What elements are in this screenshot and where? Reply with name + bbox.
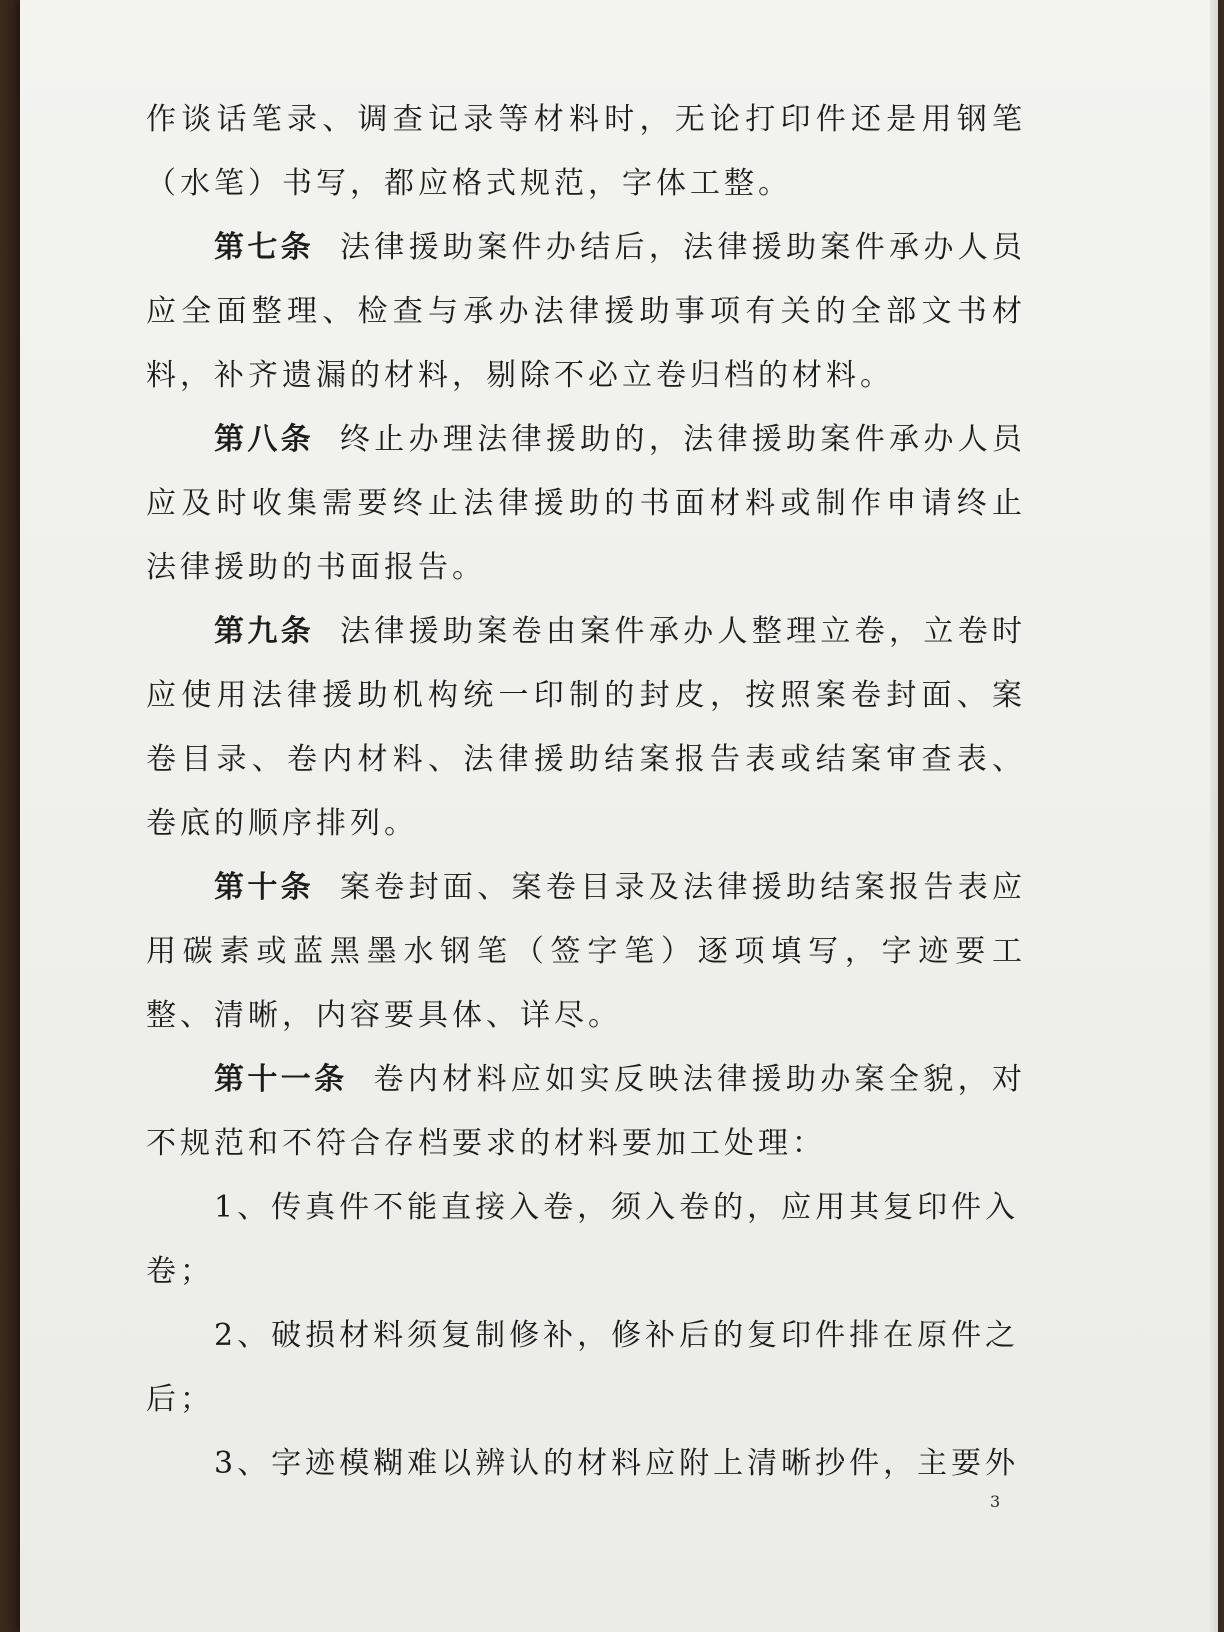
article-8-label: 第八条 bbox=[214, 422, 314, 457]
page-number: 3 bbox=[990, 1492, 1001, 1511]
article-10-label: 第十条 bbox=[214, 870, 314, 905]
document-body bbox=[146, 88, 1026, 1496]
article-7-text: 法律援助案件办结后，法律援助案件承办人员应全面整理、检查与承办法律援助事项有关的全部文书材料，补齐遗漏的材料，剔除不必立卷归档的材料。 bbox=[146, 230, 1027, 393]
list-item-3: 3、字迹模糊难以辨认的材料应附上清晰抄件，主要外 bbox=[214, 1446, 1020, 1481]
article-10-text: 案卷封面、案卷目录及法律援助结案报告表应用碳素或蓝黑墨水钢笔（签字笔）逐项填写，字迹要工整、清晰，内容要具体、详尽。 bbox=[146, 870, 1027, 1033]
document-page bbox=[20, 0, 1218, 1632]
paper-edge bbox=[1210, 0, 1218, 1632]
continuation-paragraph: 作谈话笔录、调查记录等材料时，无论打印件还是用钢笔（水笔）书写，都应格式规范，字体工整。 bbox=[146, 102, 1026, 201]
article-7 bbox=[146, 216, 1026, 408]
article-11 bbox=[146, 1048, 1026, 1176]
article-7-label: 第七条 bbox=[214, 230, 314, 265]
article-9 bbox=[146, 600, 1026, 856]
article-9-label: 第九条 bbox=[214, 614, 314, 649]
article-11-text: 卷内材料应如实反映法律援助办案全貌，对不规范和不符合存档要求的材料要加工处理： bbox=[146, 1062, 1027, 1161]
article-10 bbox=[146, 856, 1026, 1048]
article-8 bbox=[146, 408, 1026, 600]
list-item-2: 2、破损材料须复制修补，修补后的复印件排在原件之后； bbox=[146, 1318, 1020, 1417]
article-8-text: 终止办理法律援助的，法律援助案件承办人员应及时收集需要终止法律援助的书面材料或制作申请终止法律援助的书面报告。 bbox=[146, 422, 1027, 585]
article-9-text: 法律援助案卷由案件承办人整理立卷，立卷时应使用法律援助机构统一印制的封皮，按照案卷封面、案卷目录、卷内材料、法律援助结案报告表或结案审查表、卷底的顺序排列。 bbox=[146, 614, 1027, 841]
list-item-1: 1、传真件不能直接入卷，须入卷的，应用其复印件入卷； bbox=[146, 1190, 1020, 1289]
article-11-label: 第十一条 bbox=[214, 1062, 348, 1097]
